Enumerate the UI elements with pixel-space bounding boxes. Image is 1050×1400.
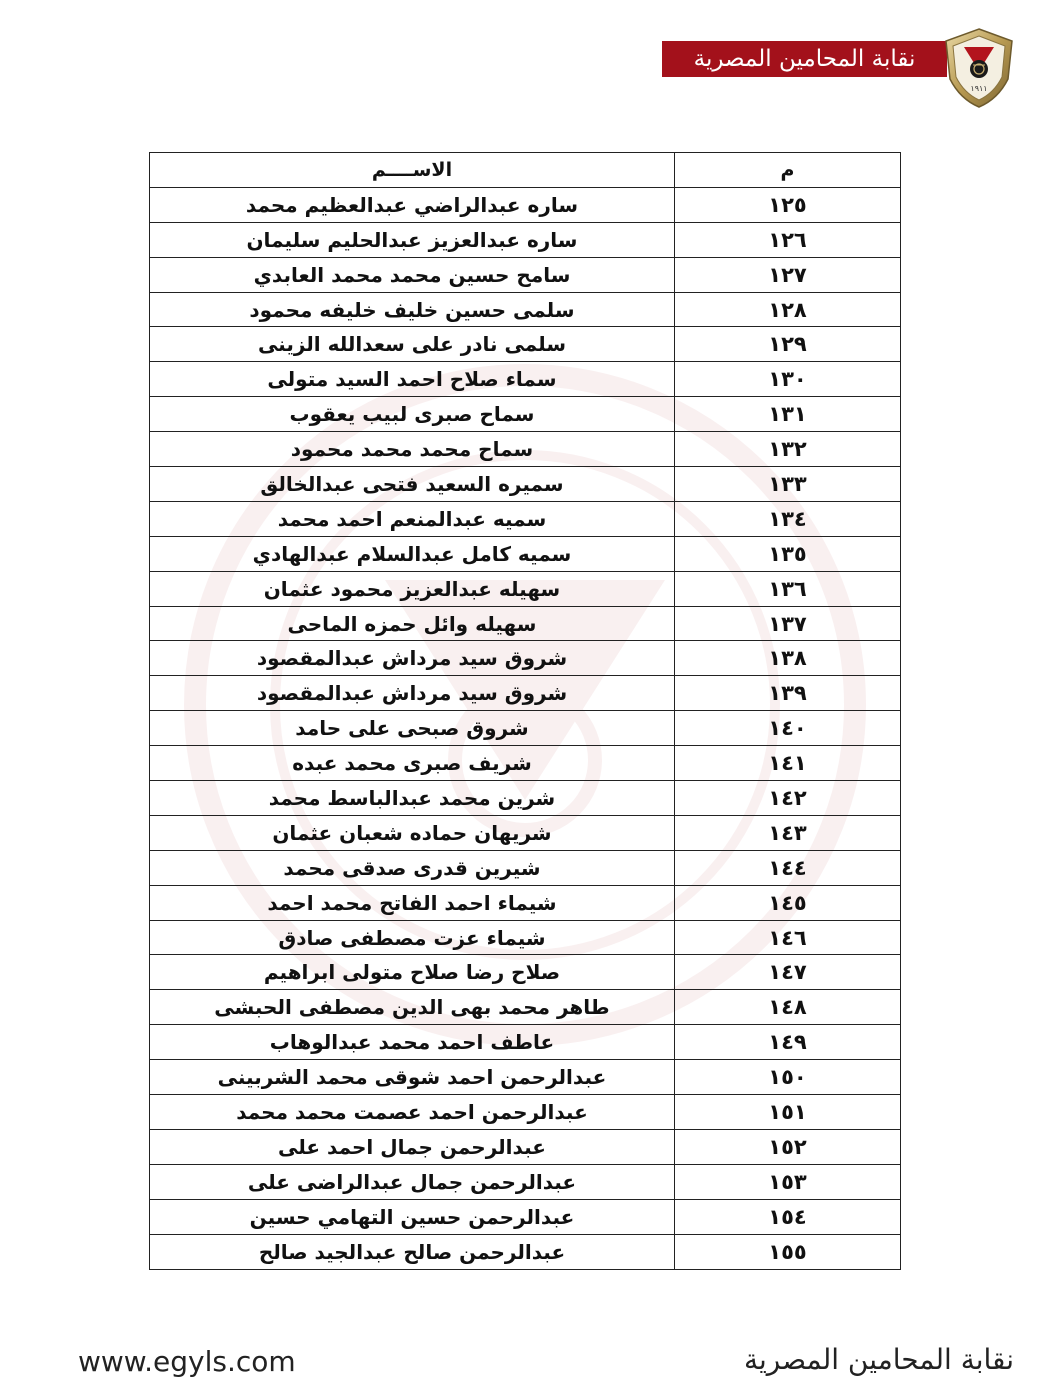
table-row bbox=[150, 362, 901, 397]
header-banner bbox=[662, 41, 947, 77]
row-number-cell: ١٤٨ bbox=[674, 990, 900, 1025]
row-name-cell: شروق سيد مرداش عبدالمقصود bbox=[150, 676, 675, 711]
row-name-cell: شريف صبرى محمد عبده bbox=[150, 746, 675, 781]
logo-year-text: ١٩١١ bbox=[970, 84, 988, 93]
table-row bbox=[150, 606, 901, 641]
table-row bbox=[150, 781, 901, 816]
row-number-cell: ١٥٣ bbox=[674, 1164, 900, 1199]
row-name-cell: سماح محمد محمد محمود bbox=[150, 432, 675, 467]
footer-brand-text: نقابة المحامين المصرية bbox=[744, 1343, 1014, 1376]
row-name-cell: شريهان حماده شعبان عثمان bbox=[150, 815, 675, 850]
row-number-cell: ١٥٢ bbox=[674, 1129, 900, 1164]
row-number-cell: ١٤٦ bbox=[674, 920, 900, 955]
row-number-cell: ١٣٧ bbox=[674, 606, 900, 641]
row-number-cell: ١٤٣ bbox=[674, 815, 900, 850]
row-name-cell: طاهر محمد بهى الدين مصطفى الحبشى bbox=[150, 990, 675, 1025]
row-number-cell: ١٢٦ bbox=[674, 222, 900, 257]
table-row bbox=[150, 257, 901, 292]
table-row bbox=[150, 1164, 901, 1199]
row-number-cell: ١٤٥ bbox=[674, 885, 900, 920]
row-number-cell: ١٥٤ bbox=[674, 1199, 900, 1234]
row-number-cell: ١٤٢ bbox=[674, 781, 900, 816]
row-number-cell: ١٢٧ bbox=[674, 257, 900, 292]
table-row bbox=[150, 711, 901, 746]
row-name-cell: سميره السعيد فتحى عبدالخالق bbox=[150, 467, 675, 502]
row-name-cell: عبدالرحمن جمال احمد على bbox=[150, 1129, 675, 1164]
table-row bbox=[150, 536, 901, 571]
row-number-cell: ١٢٥ bbox=[674, 187, 900, 222]
syndicate-logo bbox=[940, 27, 1018, 109]
table-row bbox=[150, 501, 901, 536]
table-row bbox=[150, 746, 901, 781]
row-number-cell: ١٤٠ bbox=[674, 711, 900, 746]
row-number-cell: ١٢٨ bbox=[674, 292, 900, 327]
row-number-cell: ١٣٢ bbox=[674, 432, 900, 467]
table-row bbox=[150, 990, 901, 1025]
row-number-cell: ١٤٩ bbox=[674, 1025, 900, 1060]
row-number-cell: ١٣٠ bbox=[674, 362, 900, 397]
row-name-cell: شروق صبحى على حامد bbox=[150, 711, 675, 746]
table-row bbox=[150, 920, 901, 955]
table-row bbox=[150, 815, 901, 850]
row-name-cell: شيماء احمد الفاتح محمد احمد bbox=[150, 885, 675, 920]
row-name-cell: سميه عبدالمنعم احمد محمد bbox=[150, 501, 675, 536]
row-number-cell: ١٥٥ bbox=[674, 1234, 900, 1269]
row-name-cell: عبدالرحمن حسين التهامي حسين bbox=[150, 1199, 675, 1234]
row-name-cell: سهيله عبدالعزيز محمود عثمان bbox=[150, 571, 675, 606]
row-name-cell: ساره عبدالعزيز عبدالحليم سليمان bbox=[150, 222, 675, 257]
row-name-cell: شيماء عزت مصطفى صادق bbox=[150, 920, 675, 955]
table-row bbox=[150, 850, 901, 885]
row-number-cell: ١٣٦ bbox=[674, 571, 900, 606]
row-number-cell: ١٣١ bbox=[674, 397, 900, 432]
row-name-cell: شيرين قدرى صدقى محمد bbox=[150, 850, 675, 885]
table-row bbox=[150, 955, 901, 990]
header-brand-text: نقابة المحامين المصرية bbox=[693, 46, 916, 72]
row-number-cell: ١٣٩ bbox=[674, 676, 900, 711]
row-number-cell: ١٢٩ bbox=[674, 327, 900, 362]
row-name-cell: صلاح رضا صلاح متولى ابراهيم bbox=[150, 955, 675, 990]
column-header-number: م bbox=[674, 153, 900, 188]
row-name-cell: سميه كامل عبدالسلام عبدالهادي bbox=[150, 536, 675, 571]
table-body bbox=[150, 187, 901, 1269]
row-number-cell: ١٤٤ bbox=[674, 850, 900, 885]
row-name-cell: سلمى نادر على سعدالله الزينى bbox=[150, 327, 675, 362]
row-name-cell: شرين محمد عبدالباسط محمد bbox=[150, 781, 675, 816]
table-row bbox=[150, 1129, 901, 1164]
table-row bbox=[150, 1234, 901, 1269]
table-row bbox=[150, 641, 901, 676]
row-number-cell: ١٣٣ bbox=[674, 467, 900, 502]
table-row bbox=[150, 397, 901, 432]
table-row bbox=[150, 222, 901, 257]
names-table bbox=[149, 152, 901, 1270]
row-number-cell: ١٣٨ bbox=[674, 641, 900, 676]
row-number-cell: ١٤١ bbox=[674, 746, 900, 781]
table-row bbox=[150, 187, 901, 222]
table-row bbox=[150, 292, 901, 327]
row-name-cell: شروق سيد مرداش عبدالمقصود bbox=[150, 641, 675, 676]
table-row bbox=[150, 676, 901, 711]
row-name-cell: سماح صبرى لبيب يعقوب bbox=[150, 397, 675, 432]
table-row bbox=[150, 1025, 901, 1060]
table-row bbox=[150, 885, 901, 920]
row-name-cell: عبدالرحمن احمد عصمت محمد محمد bbox=[150, 1095, 675, 1130]
row-name-cell: سلمى حسين خليف خليفه محمود bbox=[150, 292, 675, 327]
table-row bbox=[150, 571, 901, 606]
row-name-cell: سهيله وائل حمزه الماحى bbox=[150, 606, 675, 641]
column-header-name: الاســــم bbox=[150, 153, 675, 188]
row-number-cell: ١٤٧ bbox=[674, 955, 900, 990]
row-number-cell: ١٣٤ bbox=[674, 501, 900, 536]
row-name-cell: عبدالرحمن جمال عبدالراضى على bbox=[150, 1164, 675, 1199]
row-name-cell: عاطف احمد محمد عبدالوهاب bbox=[150, 1025, 675, 1060]
table-row bbox=[150, 327, 901, 362]
footer-website-url: www.egyls.com bbox=[78, 1345, 296, 1378]
row-name-cell: عبدالرحمن احمد شوقى محمد الشربينى bbox=[150, 1060, 675, 1095]
table-row bbox=[150, 467, 901, 502]
row-name-cell: سماء صلاح احمد السيد متولى bbox=[150, 362, 675, 397]
row-name-cell: ساره عبدالراضي عبدالعظيم محمد bbox=[150, 187, 675, 222]
table-row bbox=[150, 1095, 901, 1130]
row-number-cell: ١٥٠ bbox=[674, 1060, 900, 1095]
row-number-cell: ١٥١ bbox=[674, 1095, 900, 1130]
row-number-cell: ١٣٥ bbox=[674, 536, 900, 571]
row-name-cell: عبدالرحمن صالح عبدالجيد صالح bbox=[150, 1234, 675, 1269]
table-header-row bbox=[150, 153, 901, 188]
table-row bbox=[150, 1199, 901, 1234]
table-row bbox=[150, 432, 901, 467]
table-row bbox=[150, 1060, 901, 1095]
row-name-cell: سامح حسين محمد محمد العابدي bbox=[150, 257, 675, 292]
